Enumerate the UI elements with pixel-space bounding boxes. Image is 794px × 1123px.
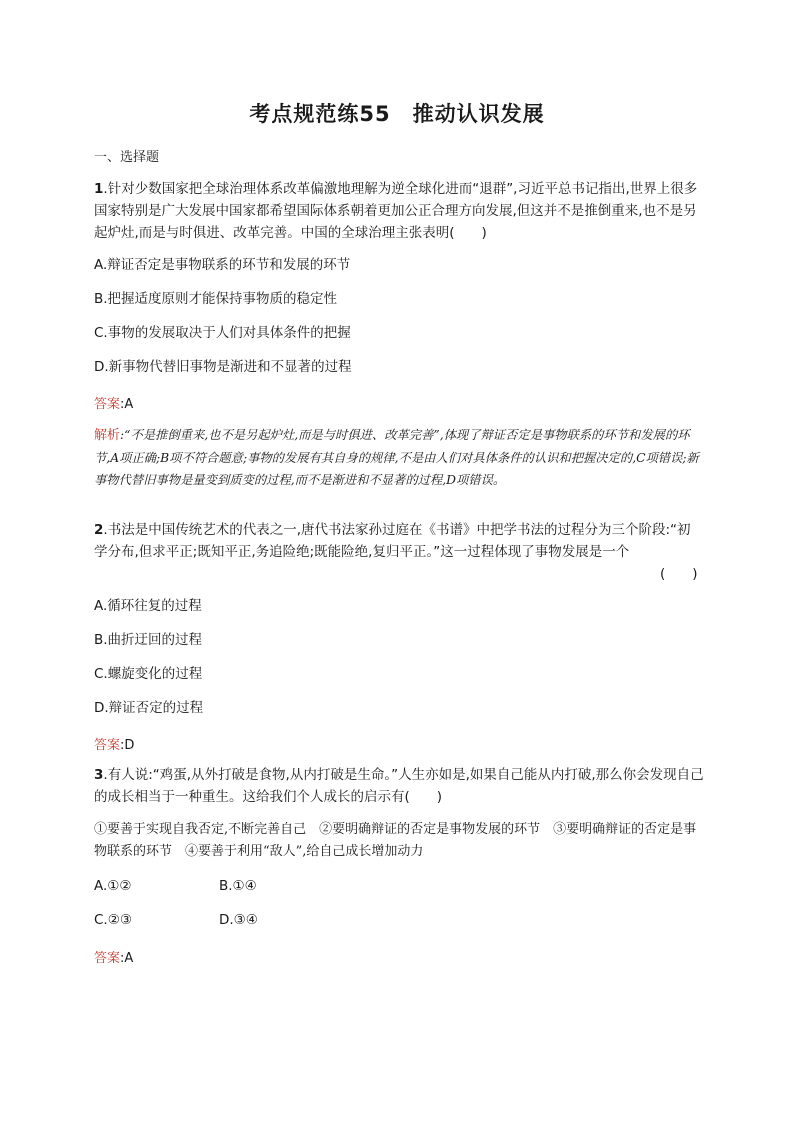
answer-1: 答案:A xyxy=(94,397,134,412)
question-number: 3 xyxy=(94,767,104,783)
option-c: C.②③ xyxy=(94,912,132,928)
answer-value: D xyxy=(124,738,135,753)
explanation-label: 解析 xyxy=(94,428,121,443)
answer-value: A xyxy=(124,397,134,412)
answer-label: 答案 xyxy=(94,738,121,753)
page-title: 考点规范练55 推动认识发展 xyxy=(249,102,545,126)
answer-2: 答案:D xyxy=(94,738,135,753)
question-2 xyxy=(94,519,704,563)
option-c: C.螺旋变化的过程 xyxy=(94,666,203,682)
answer-3: 答案:A xyxy=(94,951,134,966)
option-b: B.曲折迂回的过程 xyxy=(94,632,203,648)
answer-label: 答案 xyxy=(94,951,121,966)
answer-value: A xyxy=(124,951,134,966)
option-c: C.事物的发展取决于人们对具体条件的把握 xyxy=(94,325,351,341)
option-a: A.①② xyxy=(94,878,132,894)
question-text: .书法是中国传统艺术的代表之一,唐代书法家孙过庭在《书谱》中把学书法的过程分为三个阶段:“初学分布,但求平正;既知平正,务追险绝;既能险绝,复归平正。”这一过程体现了事物发展是一个 xyxy=(94,522,691,560)
question-number: 2 xyxy=(94,522,104,538)
option-b: B.①④ xyxy=(219,878,257,894)
question-text: .有人说:“鸡蛋,从外打破是食物,从内打破是生命。”人生亦如是,如果自己能从内打破,那么你会发现自己的成长相当于一种重生。这给我们个人成长的启示有( ) xyxy=(94,767,704,805)
answer-label: 答案 xyxy=(94,397,121,412)
question-3 xyxy=(94,764,704,808)
explanation-1: 解析:“不是推倒重来,也不是另起炉灶,而是与时俱进、改革完善”,体现了辩证否定是事物联系的环节和发展的环节,A项正确;B项不符合题意;事物的发展有其自身的规律,不是由人们对具体条件的认识和把握决定的,C项错误;新事物代替旧事物是量变到质变的过程,而不是渐进和不显著的过程,D项错误。 xyxy=(94,428,699,487)
option-b: B.把握适度原则才能保持事物质的稳定性 xyxy=(94,291,338,307)
question-1 xyxy=(94,178,704,244)
question-number: 1 xyxy=(94,181,104,197)
option-a: A.循环往复的过程 xyxy=(94,598,202,614)
answer-blank: ( ) xyxy=(660,566,698,582)
explanation-text: “不是推倒重来,也不是另起炉灶,而是与时俱进、改革完善”,体现了辩证否定是事物联系的环节和发展的环节,A项正确;B项不符合题意;事物的发展有其自身的规律,不是由人们对具体条件的认识和把握决定的,C项错误;新事物代替旧事物是量变到质变的过程,而不是渐进和不显著的过程,D项错误。 xyxy=(94,428,699,487)
option-d: D.辩证否定的过程 xyxy=(94,700,204,716)
question-text: .针对少数国家把全球治理体系改革偏激地理解为逆全球化进而“退群”,习近平总书记指出,世界上很多国家特别是广大发展中国家都希望国际体系朝着更加公正合理方向发展,但这并不是推倒重来,也不是另起炉灶,而是与时俱进、改革完善。中国的全球治理主张表明( ) xyxy=(94,181,698,241)
option-d: D.新事物代替旧事物是渐进和不显著的过程 xyxy=(94,359,352,375)
statement-list: ①要善于实现自我否定,不断完善自己 ②要明确辩证的否定是事物发展的环节 ③要明确辩证的否定是事物联系的环节 ④要善于利用“敌人”,给自己成长增加动力 xyxy=(94,822,697,859)
section-heading: 一、选择题 xyxy=(94,150,160,165)
option-d: D.③④ xyxy=(219,912,258,928)
option-a: A.辩证否定是事物联系的环节和发展的环节 xyxy=(94,257,351,273)
